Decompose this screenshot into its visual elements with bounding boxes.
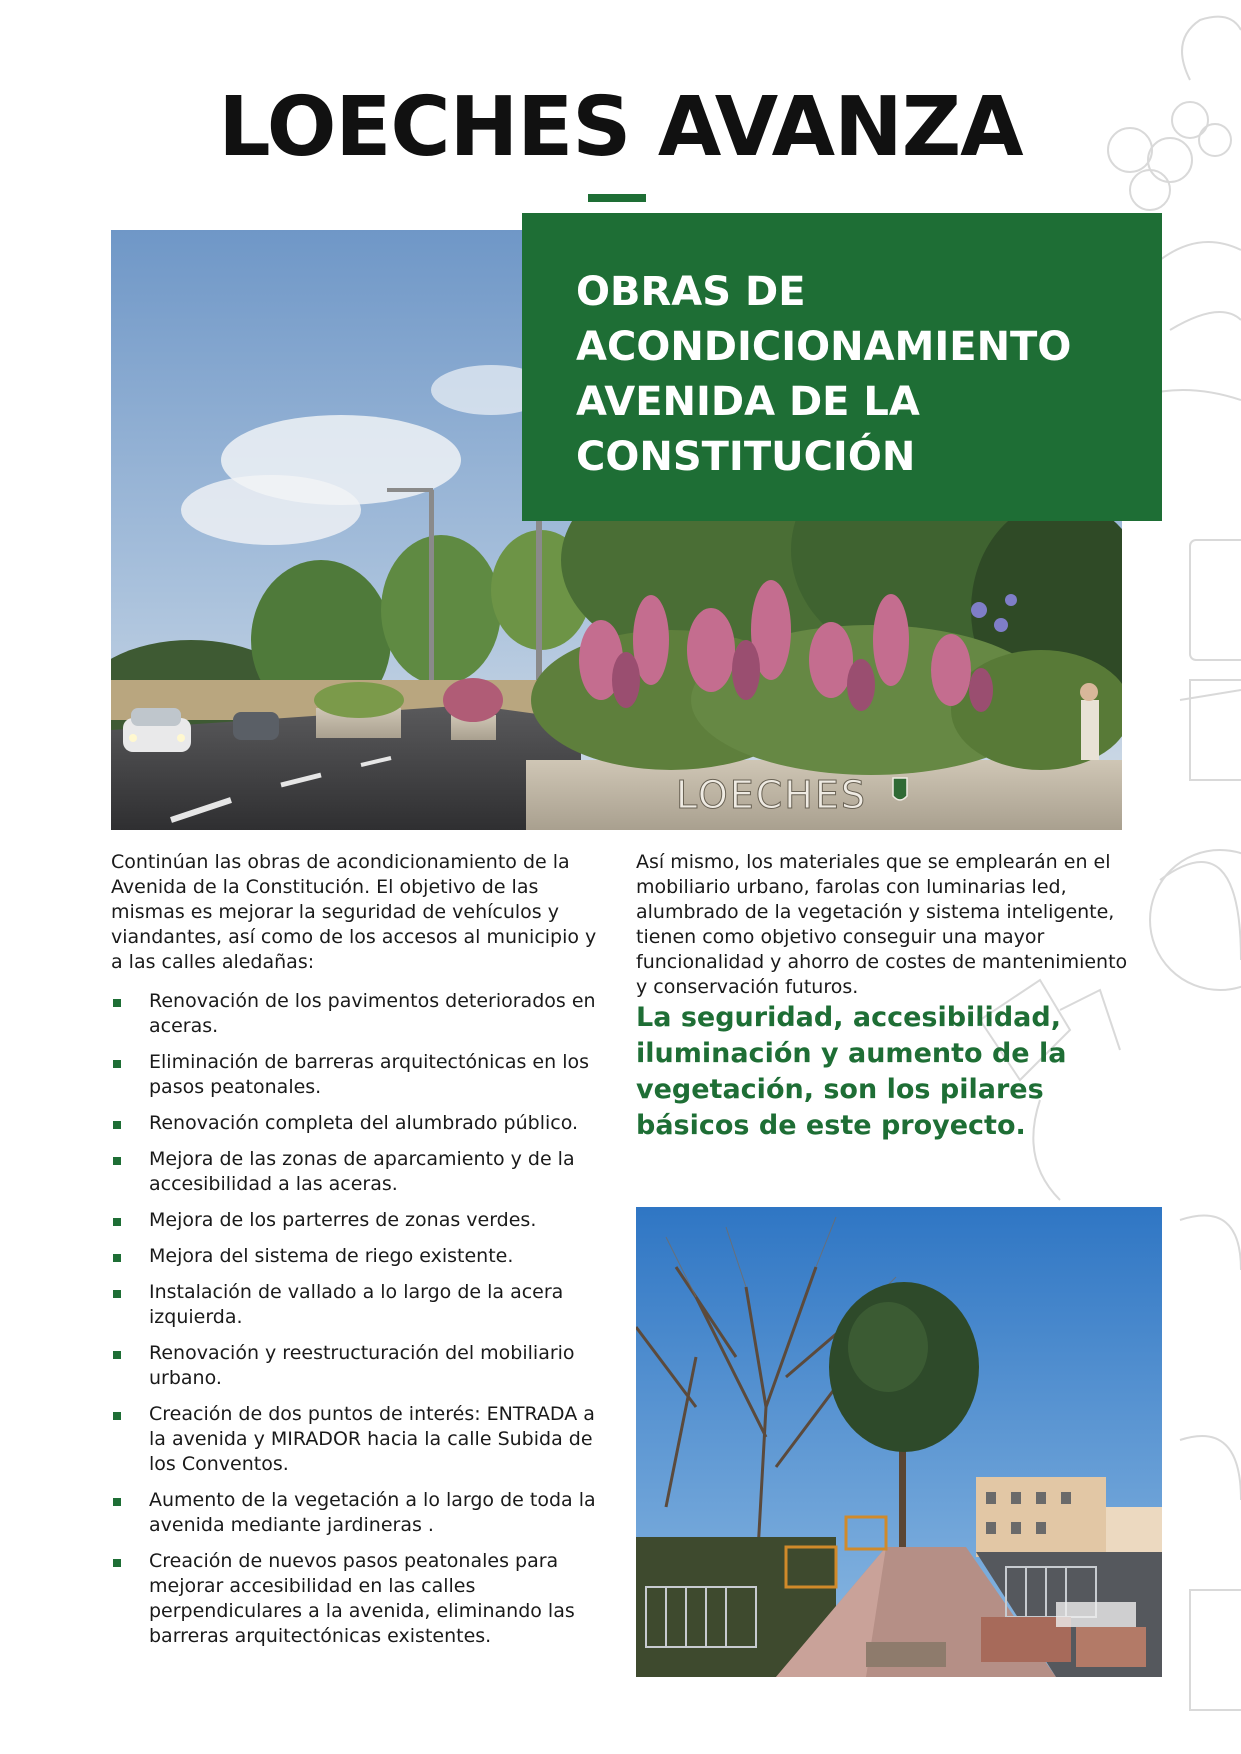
- title-divider: [588, 194, 646, 202]
- bullet-square-icon: [113, 1121, 121, 1129]
- list-item: [111, 989, 601, 1039]
- list-item-text: Creación de dos puntos de interés: ENTRADA a la avenida y MIRADOR hacia la calle Subida de los Conventos.: [149, 1403, 595, 1475]
- feature-heading-line: CONSTITUCIÓN: [576, 434, 916, 480]
- list-item-text: Mejora de las zonas de aparcamiento y de la accesibilidad a las aceras.: [149, 1148, 575, 1195]
- bullet-square-icon: [113, 999, 121, 1007]
- sidewalk-works-photo: [636, 1207, 1162, 1677]
- bullet-square-icon: [113, 1498, 121, 1506]
- list-item-text: Eliminación de barreras arquitectónicas en los pasos peatonales.: [149, 1051, 589, 1098]
- bullet-square-icon: [113, 1254, 121, 1262]
- planter-sign-text: LOECHES: [676, 773, 867, 817]
- list-item-text: Mejora de los parterres de zonas verdes.: [149, 1209, 537, 1231]
- list-item-text: Creación de nuevos pasos peatonales para mejorar accesibilidad en las calles perpendiculares a la avenida, eliminando las barreras arquitectónicas existentes.: [149, 1550, 575, 1647]
- list-item: [111, 1111, 601, 1136]
- list-item: [111, 1341, 601, 1391]
- right-column: [636, 850, 1136, 1144]
- list-item-text: Renovación y reestructuración del mobiliario urbano.: [149, 1342, 575, 1389]
- list-item: [111, 1208, 601, 1233]
- feature-heading-line: ACONDICIONAMIENTO: [576, 324, 1072, 370]
- left-column: [111, 850, 601, 1660]
- list-item: [111, 1147, 601, 1197]
- intro-paragraph: Continúan las obras de acondicionamiento de la Avenida de la Constitución. El objetivo de las mismas es mejorar la seguridad de vehículos y viandantes, así como de los accesos al municipio y a las calles aledañas:: [111, 851, 597, 973]
- materials-paragraph: Así mismo, los materiales que se emplearán en el mobiliario urbano, farolas con luminarias led, alumbrado de la vegetación y sistema inteligente, tienen como objetivo conseguir una mayor funcionalidad y ahorro de costes de mantenimiento y conservación futuros.: [636, 851, 1128, 998]
- list-item: [111, 1244, 601, 1269]
- list-item-text: Aumento de la vegetación a lo largo de toda la avenida mediante jardineras .: [149, 1489, 596, 1536]
- list-item: [111, 1402, 601, 1477]
- feature-heading: [576, 265, 1122, 485]
- list-item: [111, 1549, 601, 1649]
- list-item: [111, 1280, 601, 1330]
- list-item: [111, 1488, 601, 1538]
- list-item-text: Instalación de vallado a lo largo de la acera izquierda.: [149, 1281, 564, 1328]
- crest-icon: [893, 778, 907, 800]
- bullet-square-icon: [113, 1218, 121, 1226]
- bullet-square-icon: [113, 1559, 121, 1567]
- page-title: LOECHES AVANZA: [218, 80, 1023, 175]
- list-item-text: Renovación de los pavimentos deteriorados en aceras.: [149, 990, 596, 1037]
- bullet-square-icon: [113, 1290, 121, 1298]
- list-item: [111, 1050, 601, 1100]
- list-item-text: Mejora del sistema de riego existente.: [149, 1245, 514, 1267]
- list-item-text: Renovación completa del alumbrado público.: [149, 1112, 579, 1134]
- bullet-square-icon: [113, 1157, 121, 1165]
- bullet-square-icon: [113, 1412, 121, 1420]
- bullet-square-icon: [113, 1351, 121, 1359]
- feature-heading-box: [522, 213, 1162, 521]
- feature-heading-line: AVENIDA DE LA: [576, 379, 920, 425]
- feature-heading-line: OBRAS DE: [576, 269, 806, 315]
- improvements-list: [111, 989, 601, 1649]
- bullet-square-icon: [113, 1060, 121, 1068]
- highlight-quote: La seguridad, accesibilidad, iluminación y aumento de la vegetación, son los pilares básicos de este proyecto.: [636, 1002, 1067, 1141]
